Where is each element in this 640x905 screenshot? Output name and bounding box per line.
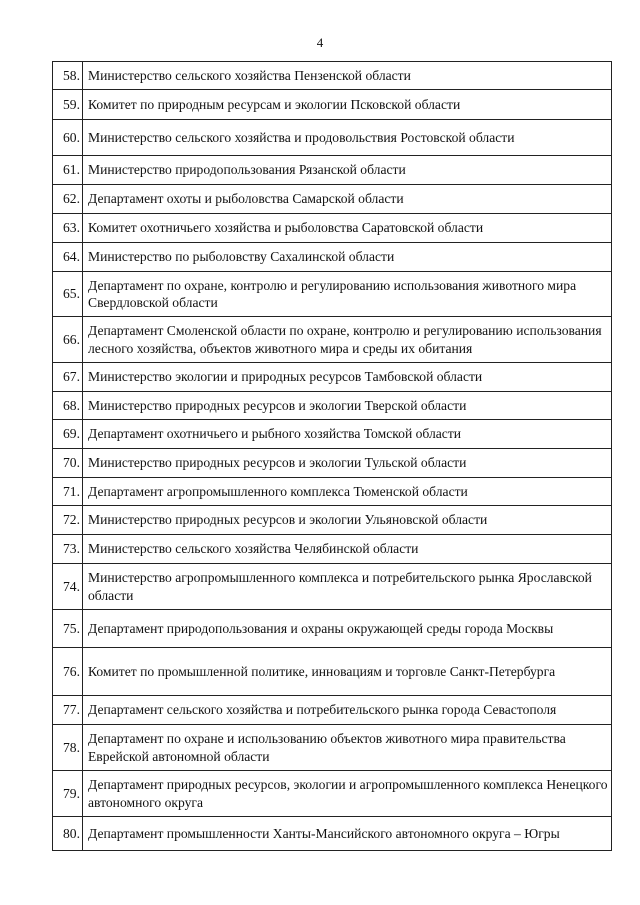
table-row [53,420,612,449]
table-row [53,771,612,817]
organization-name: Департамент по охране и использованию объектов животного мира правительства Еврейской автономной области [83,725,612,771]
organization-name: Комитет по промышленной политике, инновациям и торговле Санкт-Петербурга [83,648,612,696]
row-number: 78. [53,725,83,771]
row-number: 73. [53,535,83,564]
page-number: 4 [316,35,324,50]
row-number: 62. [53,185,83,214]
row-number: 79. [53,771,83,817]
organization-name: Комитет охотничьего хозяйства и рыболовства Саратовской области [83,214,612,243]
row-number: 71. [53,478,83,506]
table-row [53,725,612,771]
organization-name: Департамент промышленности Ханты-Мансийского автономного округа – Югры [83,817,612,851]
organization-name: Министерство сельского хозяйства и продовольствия Ростовской области [83,120,612,156]
table-row [53,449,612,478]
row-number: 65. [53,272,83,317]
row-number: 60. [53,120,83,156]
row-number: 64. [53,243,83,272]
organization-name: Департамент сельского хозяйства и потребительского рынка города Севастополя [83,696,612,725]
organization-name: Министерство сельского хозяйства Пензенской области [83,62,612,90]
table-row [53,243,612,272]
organization-name: Министерство природных ресурсов и экологии Тверской области [83,392,612,420]
row-number: 58. [53,62,83,90]
row-number: 72. [53,506,83,535]
row-number: 75. [53,610,83,648]
table-row [53,62,612,90]
organization-name: Министерство по рыболовству Сахалинской области [83,243,612,272]
organization-name: Департамент охоты и рыболовства Самарской области [83,185,612,214]
organization-name: Министерство сельского хозяйства Челябинской области [83,535,612,564]
table-row [53,817,612,851]
organization-name: Департамент природных ресурсов, экологии и агропромышленного комплекса Ненецкого автономного округа [83,771,612,817]
row-number: 66. [53,317,83,363]
row-number: 59. [53,90,83,120]
organization-name: Министерство агропромышленного комплекса и потребительского рынка Ярославской области [83,564,612,610]
row-number: 80. [53,817,83,851]
table-row [53,90,612,120]
organizations-table [52,61,612,851]
table-row [53,392,612,420]
table-row [53,564,612,610]
table-row [53,363,612,392]
organization-name: Департамент Смоленской области по охране, контролю и регулированию использования лесного хозяйства, объектов животного мира и среды их обитания [83,317,612,363]
organization-name: Министерство природопользования Рязанской области [83,156,612,185]
row-number: 69. [53,420,83,449]
row-number: 70. [53,449,83,478]
table-row [53,156,612,185]
row-number: 68. [53,392,83,420]
row-number: 61. [53,156,83,185]
organization-name: Министерство природных ресурсов и экологии Ульяновской области [83,506,612,535]
row-number: 63. [53,214,83,243]
table-row [53,648,612,696]
row-number: 74. [53,564,83,610]
table-row [53,478,612,506]
organization-name: Департамент охотничьего и рыбного хозяйства Томской области [83,420,612,449]
table-row [53,610,612,648]
row-number: 77. [53,696,83,725]
table-row [53,185,612,214]
organization-name: Министерство природных ресурсов и экологии Тульской области [83,449,612,478]
table-row [53,696,612,725]
organization-name: Министерство экологии и природных ресурсов Тамбовской области [83,363,612,392]
table-row [53,272,612,317]
organization-name: Департамент природопользования и охраны окружающей среды города Москвы [83,610,612,648]
table-row [53,214,612,243]
organization-name: Департамент агропромышленного комплекса Тюменской области [83,478,612,506]
table-row [53,506,612,535]
row-number: 76. [53,648,83,696]
table-row [53,120,612,156]
row-number: 67. [53,363,83,392]
organization-name: Комитет по природным ресурсам и экологии Псковской области [83,90,612,120]
table-row [53,317,612,363]
table-row [53,535,612,564]
organization-name: Департамент по охране, контролю и регулированию использования животного мира Свердловской области [83,272,612,317]
